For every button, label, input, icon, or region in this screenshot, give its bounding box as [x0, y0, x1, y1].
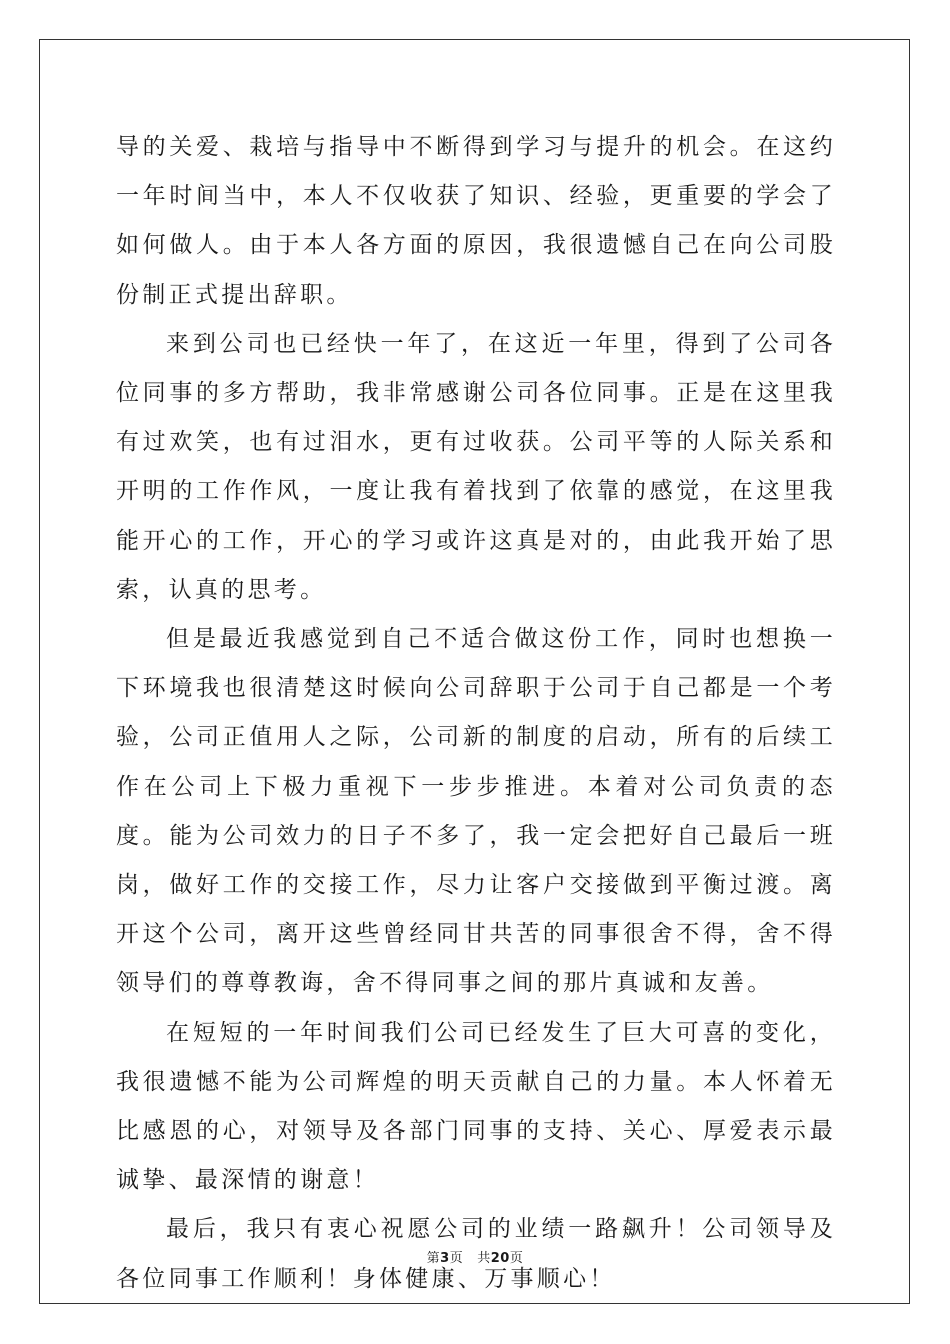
page-suffix: 页	[449, 1251, 464, 1266]
page-number: 3	[440, 1251, 450, 1266]
paragraph-5: 最后，我只有衷心祝愿公司的业绩一路飙升！公司领导及各位同事工作顺利！身体健康、万事顺心！	[116, 1216, 836, 1292]
paragraph-3: 但是最近我感觉到自己不适合做这份工作，同时也想换一下环境我也很清楚这时候向公司辞职于公司于自己都是一个考验，公司正值用人之际，公司新的制度的启动，所有的后续工作在公司上下极力重视下一步步推进。本着对公司负责的态度。能为公司效力的日子不多了，我一定会把好自己最后一班岗，做好工作的交接工作，尽力让客户交接做到平衡过渡。离开这个公司，离开这些曾经同甘共苦的同事很舍不得，舍不得领导们的尊尊教诲，舍不得同事之间的那片真诚和友善。	[116, 626, 836, 997]
paragraph-2: 来到公司也已经快一年了，在这近一年里，得到了公司各位同事的多方帮助，我非常感谢公司各位同事。正是在这里我有过欢笑，也有过泪水，更有过收获。公司平等的人际关系和开明的工作作风，一度让我有着找到了依靠的感觉，在这里我能开心的工作，开心的学习或许这真是对的，由此我开始了思索，认真的思考。	[116, 330, 836, 603]
page-prefix: 第	[426, 1251, 441, 1266]
total-prefix: 共	[477, 1251, 491, 1266]
document-body	[116, 123, 836, 1304]
page-footer	[0, 1247, 950, 1266]
total-pages: 20	[490, 1251, 510, 1266]
total-suffix: 页	[509, 1251, 524, 1266]
paragraph-4: 在短短的一年时间我们公司已经发生了巨大可喜的变化，我很遗憾不能为公司辉煌的明天贡献自己的力量。本人怀着无比感恩的心，对领导及各部门同事的支持、关心、厚爱表示最诚挚、最深情的谢意！	[116, 1019, 836, 1194]
paragraph-1: 导的关爱、栽培与指导中不断得到学习与提升的机会。在这约一年时间当中，本人不仅收获了知识、经验，更重要的学会了如何做人。由于本人各方面的原因，我很遗憾自己在向公司股份制正式提出辞职。	[116, 134, 836, 308]
